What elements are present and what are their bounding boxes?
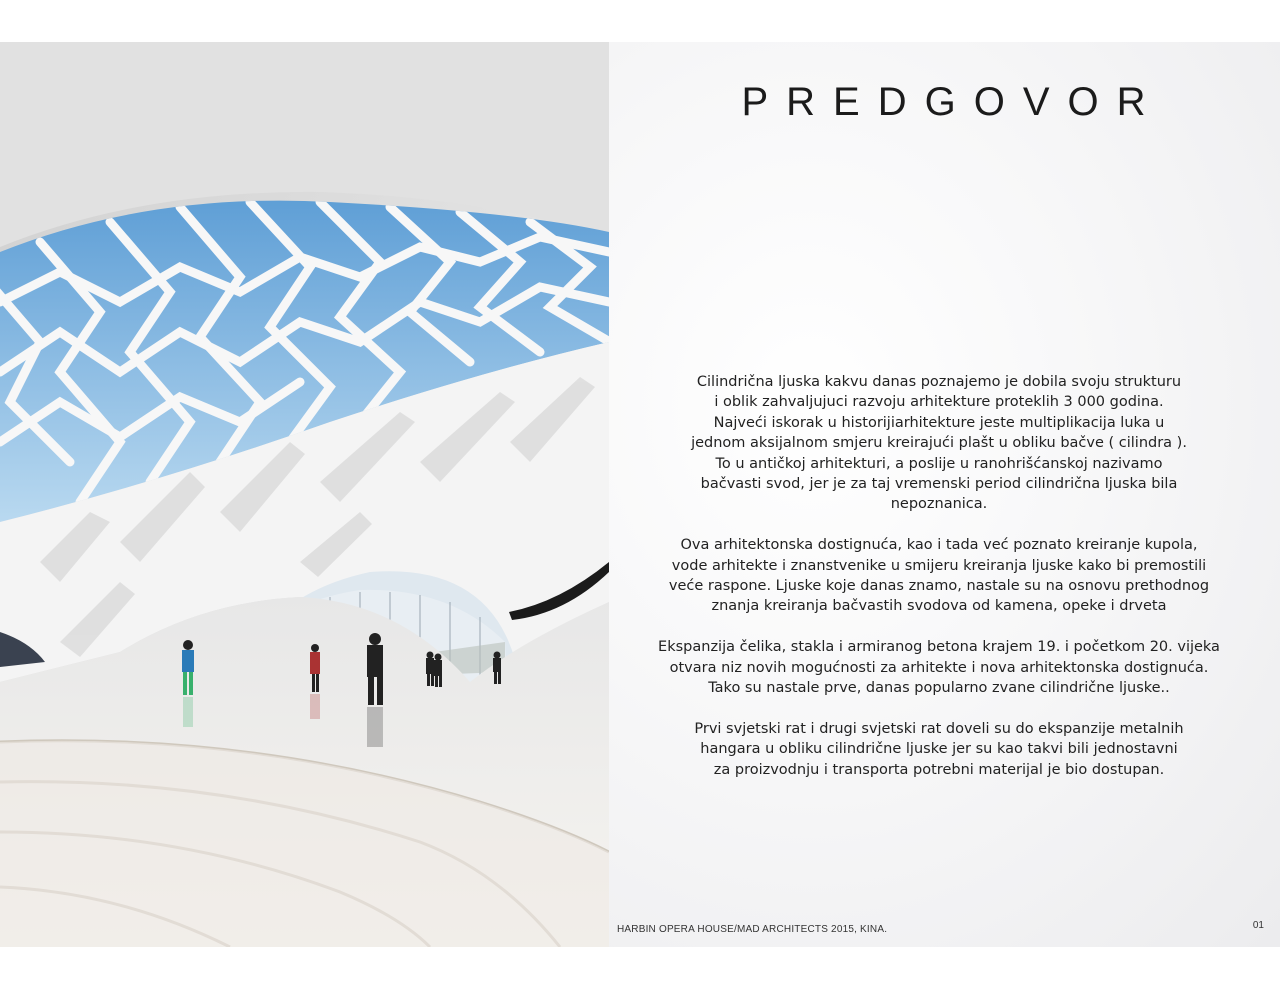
text-line: Tako su nastale prve, danas popularno zvane cilindrične ljuske.. [708,680,1170,697]
page-number: 01 [1252,920,1264,931]
document-page [0,42,1280,947]
page-title: PREDGOVOR [741,80,1164,124]
text-line: Ekspanzija čelika, stakla i armiranog betona krajem 19. i početkom 20. vijeka [658,639,1220,656]
paragraph-2 [619,535,1259,617]
text-line: otvara niz novih mogućnosti za arhitekte i nova arhitektonska dostignuća. [669,659,1209,676]
text-line: Prvi svjetski rat i drugi svjetski rat doveli su do ekspanzije metalnih [694,720,1184,737]
body-text [619,372,1259,800]
text-line: i oblik zahvaljujuci razvoju arhitekture proteklih 3 000 godina. [714,394,1164,411]
text-line: Cilindrična ljuska kakvu danas poznajemo je dobila svoju strukturu [696,374,1182,390]
text-line: veće raspone. Ljuske koje danas znamo, nastale su na osnovu prethodnog [668,578,1210,595]
paragraph-1 [619,372,1259,515]
text-line: znanja kreiranja bačvastih svodova od kamena, opeke i drveta [711,598,1167,615]
opera-house-interior-image [0,42,609,947]
paragraph-3 [619,637,1259,698]
text-line: bačvasti svod, jer je za taj vremenski period cilindrična ljuska bila [700,476,1178,493]
paragraph-4 [619,719,1259,780]
text-line: jednom aksijalnom smjeru kreirajući plašt u obliku bačve ( cilindra ). [691,435,1187,452]
text-line: To u antičkoj arhitekturi, a poslije u ranohrišćanskoj nazivamo [715,455,1163,472]
architecture-photo [0,42,609,947]
text-line: Najveći iskorak u historijiarhitekture jeste multiplikacija luka u [713,414,1165,431]
text-line: nepoznanica. [890,496,988,513]
text-line: za proizvodnju i transporta potrebni materijal je bio dostupan. [713,761,1165,778]
text-line: hangara u obliku cilindrične ljuske jer su kao takvi bili jednostavni [700,741,1178,758]
photo-caption: HARBIN OPERA HOUSE/MAD ARCHITECTS 2015, KINA. [617,924,888,935]
text-panel [609,42,1280,947]
text-line: Ova arhitektonska dostignuća, kao i tada već poznato kreiranje kupola, [680,537,1198,554]
text-line: vode arhitekte i znanstvenike u smijeru kreiranja ljuske kako bi premostili [671,557,1207,574]
